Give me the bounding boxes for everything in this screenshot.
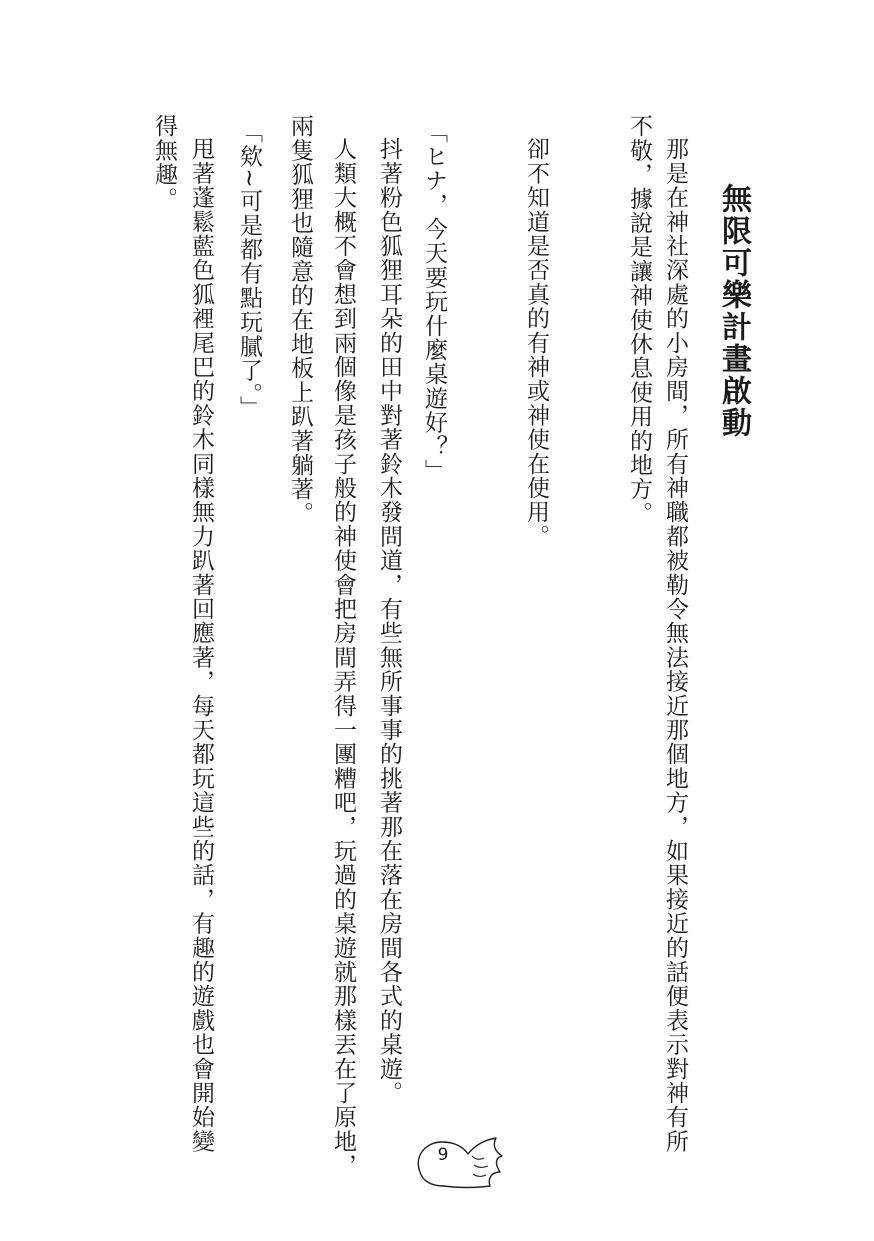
paragraph-6-line-1: 「欸~可是都有點玩膩了。」 xyxy=(236,120,262,420)
chapter-title: 無限可樂計畫啟動 xyxy=(716,183,751,439)
page-number-badge xyxy=(410,1132,506,1190)
paragraph-1-line-1: 那是在神社深處的小房間，所有神職都被勒令無法接近那個地方，如果接近的話便表示對神有所 xyxy=(662,137,688,1154)
paragraph-5-line-1: 人類大概不會想到兩個像是孩子般的神使會把房間弄得一團糟吧，玩過的桌遊就那樣丟在了原地， xyxy=(330,137,356,1178)
paragraph-3-line-1: 「ヒナ，今天要玩什麼桌遊好？」 xyxy=(421,120,447,483)
paragraph-7-line-2: 得無趣。 xyxy=(151,114,177,211)
paragraph-5-line-2: 兩隻狐狸也隨意的在地板上趴著躺著。 xyxy=(287,114,313,526)
page-number: 9 xyxy=(437,1145,449,1165)
paragraph-2-line-1: 卻不知道是否真的有神或神使在使用。 xyxy=(523,137,549,549)
paragraph-4-line-1: 抖著粉色狐狸耳朵的田中對著鈴木發問道，有些無所事事的挑著那在落在房間各式的桌遊。 xyxy=(376,137,402,1105)
paragraph-7-line-1: 甩著蓬鬆藍色狐裡尾巴的鈴木同樣無力趴著回應著，每天都玩這些的話，有趣的遊戲也會開始變 xyxy=(188,137,214,1154)
paragraph-1-line-2: 不敬，據說是讓神使休息使用的地方。 xyxy=(626,114,652,526)
